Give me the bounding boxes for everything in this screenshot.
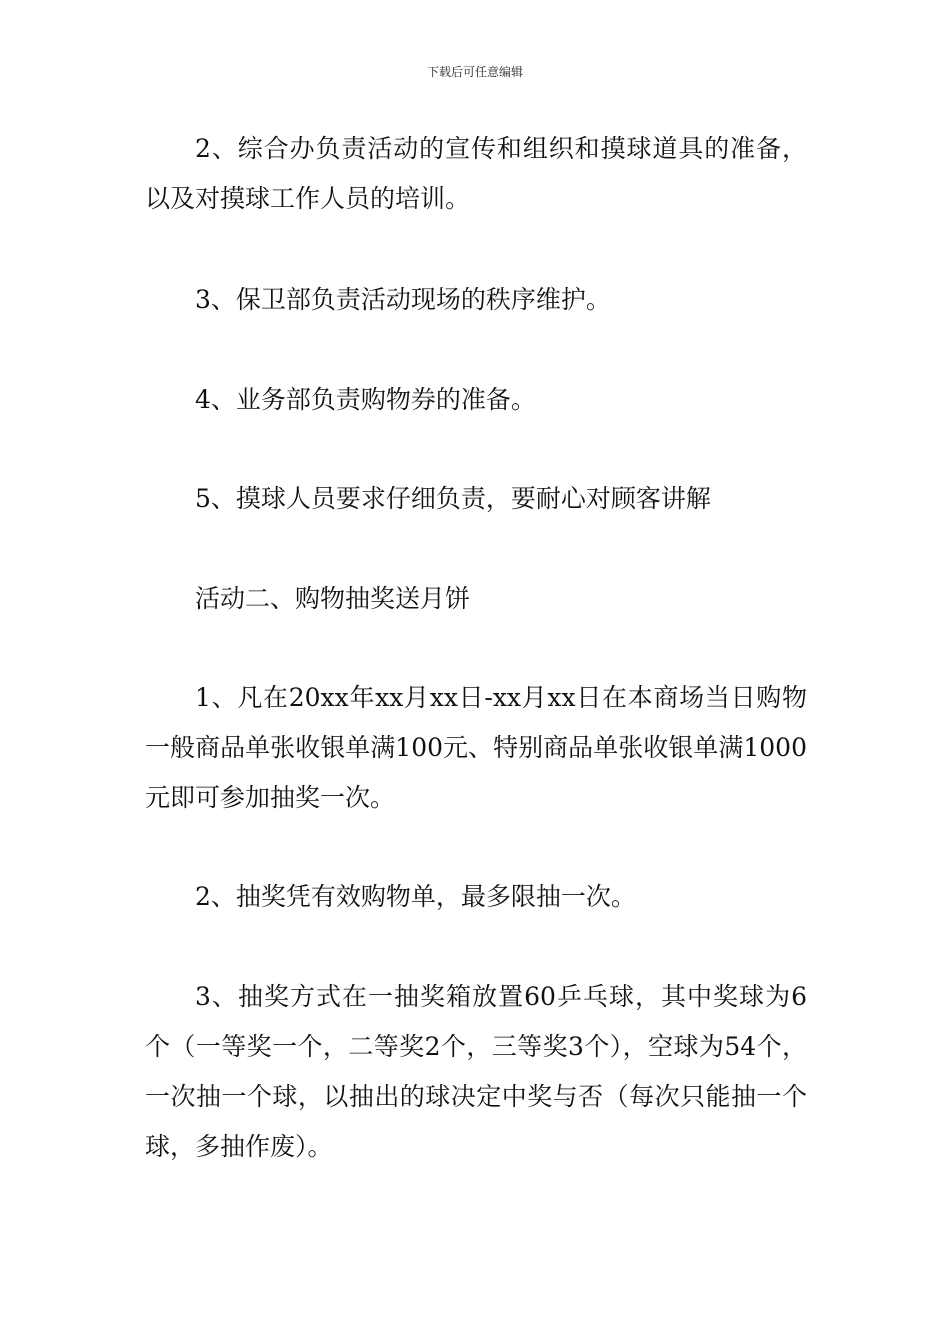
paragraph-vouchers: 4、业务部负责购物券的准备。	[195, 385, 536, 414]
paragraph-lottery-eligibility: 1、凡在20xx年xx月xx日-xx月xx日在本商场当日购物一般商品单张收银单满100元、特别商品单张收银单满1000元即可参加抽奖一次。	[145, 683, 807, 812]
paragraph-lottery-method: 3、抽奖方式在一抽奖箱放置60乒乓球，其中奖球为6个（一等奖一个，二等奖2个，三等奖3个），空球为54个，一次抽一个球，以抽出的球决定中奖与否（每次只能抽一个球，多抽作废）。	[145, 982, 807, 1161]
paragraph-lottery-limit: 2、抽奖凭有效购物单，最多限抽一次。	[195, 882, 636, 911]
paragraph-staff-training: 2、综合办负责活动的宣传和组织和摸球道具的准备，以及对摸球工作人员的培训。	[145, 134, 807, 213]
page-header: 下载后可任意编辑	[426, 65, 523, 79]
paragraph-staff-duty: 5、摸球人员要求仔细负责，要耐心对顾客讲解	[195, 484, 711, 513]
paragraph-security: 3、保卫部负责活动现场的秩序维护。	[195, 285, 611, 314]
section-heading-activity-two: 活动二、购物抽奖送月饼	[195, 584, 471, 613]
